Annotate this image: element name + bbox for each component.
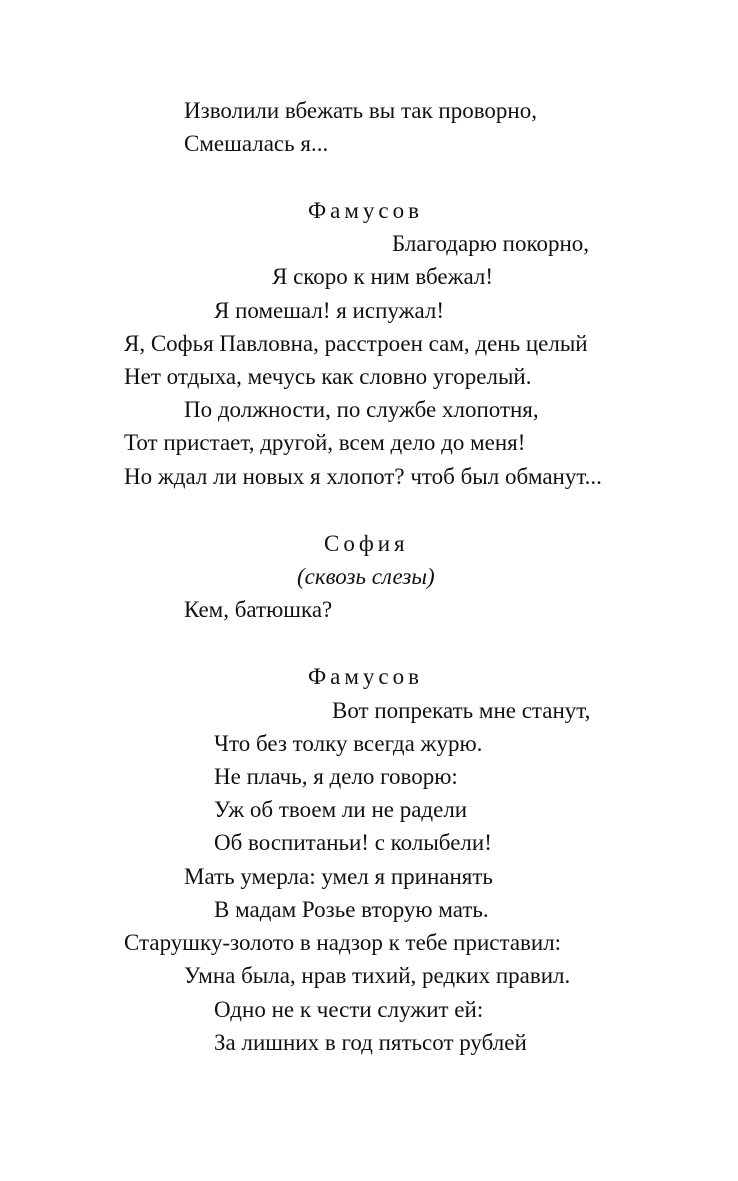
verse-line: Умна была, нрав тихий, редких правил. (184, 963, 571, 988)
verse-line: Одно не к чести служит ей: (214, 997, 484, 1022)
verse-line: Благодарю покорно, (392, 231, 590, 256)
verse-line: Я скоро к ним вбежал! (272, 264, 494, 289)
verse-line: Вот попрекать мне станут, (332, 698, 591, 723)
verse-line: Нет отдыха, мечусь как словно угорелый. (124, 364, 532, 389)
verse-line: Мать умерла: умел я принанять (184, 864, 493, 889)
verse-line: Об воспитаньи! с колыбели! (214, 830, 492, 855)
stage-direction: (сквозь слезы) (297, 564, 435, 589)
verse-line: За лишних в год пятьсот рублей (214, 1030, 527, 1055)
verse-line: По должности, по службе хлопотня, (184, 397, 539, 422)
verse-line: Уж об твоем ли не радели (214, 797, 468, 822)
speaker-name: София (324, 531, 409, 556)
speaker-name: Фамусов (308, 664, 424, 689)
verse-line: Смешалась я... (184, 131, 329, 156)
verse-line: Изволили вбежать вы так проворно, (184, 98, 537, 123)
speaker-name: Фамусов (308, 198, 424, 223)
verse-line: Я, Софья Павловна, расстроен сам, день целый (124, 331, 588, 356)
verse-line: Но ждал ли новых я хлопот? чтоб был обманут... (124, 464, 602, 489)
verse-line: Кем, батюшка? (184, 597, 333, 622)
verse-line: Что без толку всегда журю. (214, 731, 483, 756)
verse-line: Тот пристает, другой, всем дело до меня! (124, 430, 526, 455)
verse-line: Не плачь, я дело говорю: (214, 764, 458, 789)
verse-line: Я помешал! я испужал! (214, 298, 445, 323)
verse-line: В мадам Розье вторую мать. (214, 897, 489, 922)
verse-line: Старушку-золото в надзор к тебе приставил: (124, 930, 562, 955)
